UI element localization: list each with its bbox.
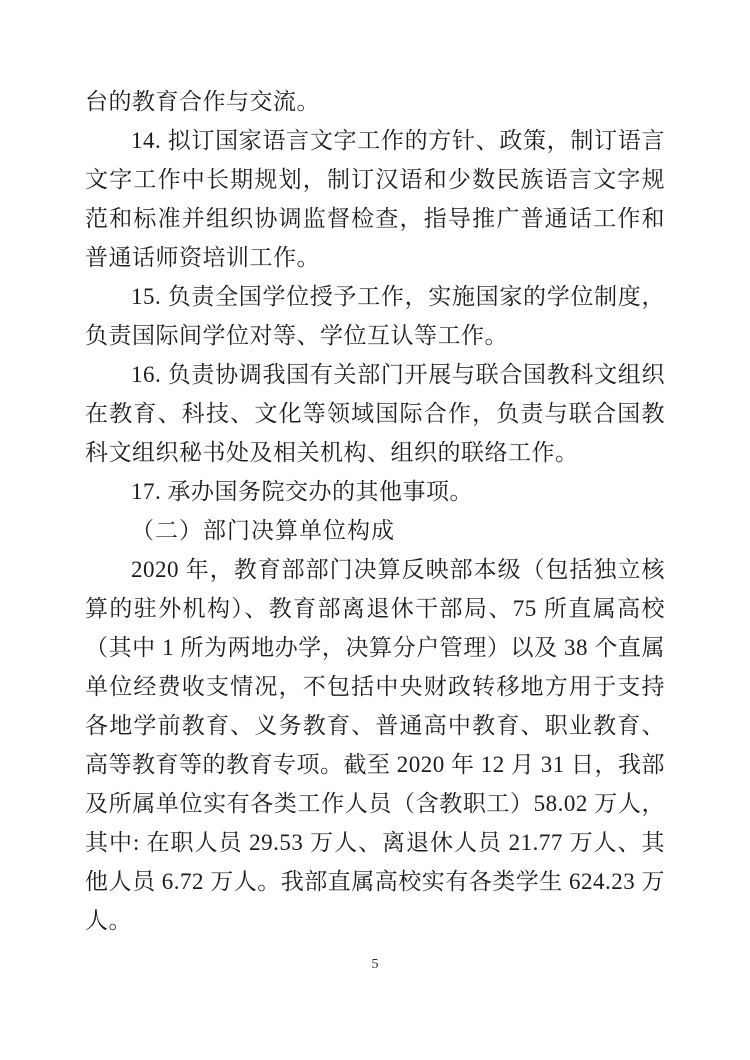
- paragraph-item-14: 14. 拟订国家语言文字工作的方针、政策，制订语言文字工作中长期规划，制订汉语和少数民族语言文字规范和标准并组织协调监督检查，指导推广普通话工作和普通话师资培训工作。: [85, 128, 665, 270]
- paragraph-item-15: 15. 负责全国学位授予工作，实施国家的学位制度，负责国际间学位对等、学位互认等工作。: [85, 284, 665, 348]
- section-heading-unit-composition: （二）部门决算单位构成: [131, 518, 395, 543]
- paragraph-continuation: 台的教育合作与交流。: [85, 89, 320, 114]
- page-footer: [0, 955, 750, 973]
- page-number: 5: [371, 957, 379, 972]
- paragraph-unit-composition-body: 2020 年，教育部部门决算反映部本级（包括独立核算的驻外机构）、教育部离退休干部局、75 所直属高校（其中 1 所为两地办学，决算分户管理）以及 38 个直属单位经费收支情况，不包括中央财政转移地方用于支持各地学前教育、义务教育、普通高中教育、职业教育、高等教育等的教育专项。截至 2020 年 12 月 31 日，我部及所属单位实有各类工作人员（含教职工）58.02 万人，其中: 在职人员 29.53 万人、离退休人员 21.77 万人、其他人员 6.72 万人。我部直属高校实有各类学生 624.23 万人。: [85, 557, 665, 933]
- paragraph-item-17: 17. 承办国务院交办的其他事项。: [131, 479, 473, 504]
- paragraph-item-16: 16. 负责协调我国有关部门开展与联合国教科文组织在教育、科技、文化等领域国际合作，负责与联合国教科文组织秘书处及相关机构、组织的联络工作。: [85, 362, 665, 465]
- document-content: [85, 82, 665, 940]
